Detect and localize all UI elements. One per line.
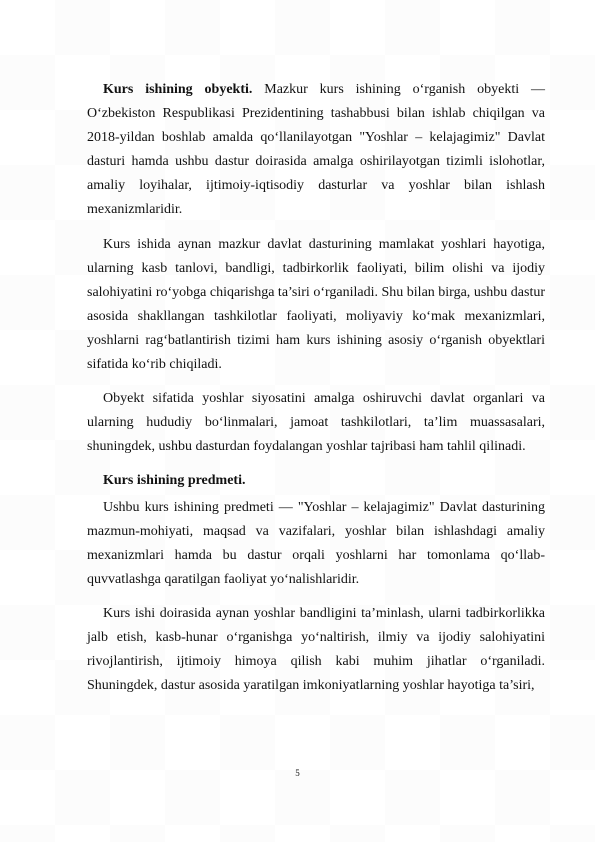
- paragraph-gap: [87, 592, 545, 602]
- paragraph-subject: Ushbu kurs ishining predmeti — "Yoshlar – kelajagimiz" Davlat dasturining mazmun-mohiyati, maqsad va vazifalari, yoshlar bilan ishlashdagi amaliy mexanizmlari hamda bu dastur orqali yoshlarni har tomonlama qo‘llab-quvvatlashga qaratilgan faoliyat yo‘nalishlaridir.: [87, 499, 545, 587]
- document-body: [87, 78, 545, 698]
- paragraph-organs: Obyekt sifatida yoshlar siyosatini amalga oshiruvchi davlat organlari va ularning hududiy bo‘linmalari, jamoat tashkilotlari, ta’lim muassasalari, shuningdek, ushbu dasturdan foydalangan yoshlar tajribasi ham tahlil qilinadi.: [87, 391, 545, 455]
- paragraph-text: Mazkur kurs ishining o‘rganish obyekti — O‘zbekiston Respublikasi Prezidentining tashabbusi bilan ishlab chiqilgan va 2018-yildan boshlab amalda qo‘llanilayotgan "Yoshlar – kelajagimiz" Davlat dasturi hamda ushbu dastur doirasida amalga oshirilayotgan tizimli islohotlar, amaliy loyihalar, ijtimoiy-iqtisodiy dasturlar va yoshlar bilan ishlash mexanizmlaridir.: [87, 82, 545, 218]
- paragraph-scope: Kurs ishi doirasida aynan yoshlar bandligini ta’minlash, ularni tadbirkorlikka jalb etish, kasb-hunar o‘rganishga yo‘naltirish, ilmiy va ijodiy salohiyatini rivojlantirish, ijtimoiy himoya qilish kabi muhim jihatlar o‘rganiladi. Shuningdek, dastur asosida yaratilgan imkoniyatlarning yoshlar hayotiga ta’siri,: [87, 605, 545, 694]
- page-number: 5: [295, 768, 300, 778]
- paragraph-influence: Kurs ishida aynan mazkur davlat dasturining mamlakat yoshlari hayotiga, ularning kasb tanlovi, bandligi, tadbirkorlik faoliyati, bilim olishi va ijodiy salohiyatini ro‘yobga chiqarishga ta’siri o‘rganiladi. Shu bilan birga, ushbu dastur asosida shakllangan tashkilotlar faoliyati, moliyaviy ko‘mak mexanizmlari, yoshlarni rag‘batlantirish tizimi ham kurs ishining asosiy o‘rganish obyektlari sifatida ko‘rib chiqiladi.: [87, 236, 545, 373]
- section-heading-subject: Kurs ishining predmeti.: [103, 473, 246, 489]
- paragraph-gap: [87, 459, 545, 469]
- paragraph-gap: [87, 223, 545, 233]
- paragraph-gap: [87, 377, 545, 387]
- paragraph-lead: Kurs ishining obyekti.: [103, 82, 253, 97]
- paragraph-object: [87, 78, 545, 223]
